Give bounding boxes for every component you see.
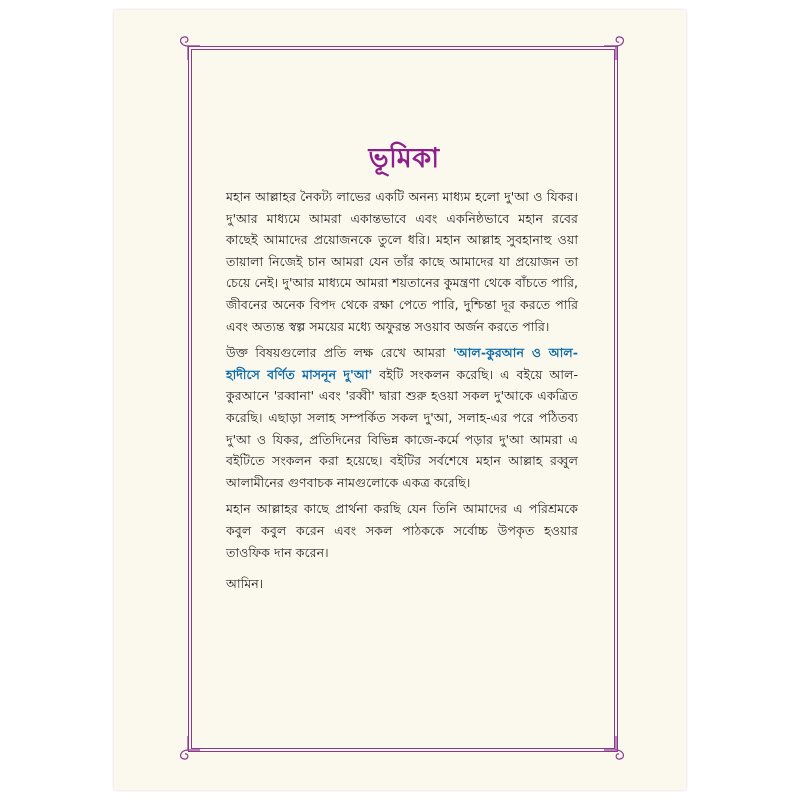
book-title-highlight: 'আল-কুরআন ও আল-হাদীসে বর্ণিত মাসনূন দু'আ' (226, 345, 578, 382)
paragraph-intro: মহান আল্লাহর নৈকট্য লাভের একটি অনন্য মাধ্যম হলো দু'আ ও যিকর। দু'আর মাধ্যমে আমরা একান্তভাবে এবং একনিষ্ঠভাবে মহান রবের কাছেই আমাদের প্রয়োজনকে তুলে ধরি। মহান আল্লাহ সুবহানাহু ওয়া তায়ালা নিজেই চান আমরা যেন তাঁর কাছে আমাদের যা প্রয়োজন তা চেয়ে নেই। দু'আর মাধ্যমে আমরা শয়তানের কুমন্ত্রণা থেকে বাঁচতে পারি, জীবনের অনেক বিপদ থেকে রক্ষা পেতে পারি, দুশ্চিন্তা দূর করতে পারি এবং অত্যন্ত স্বল্প সময়ের মধ্যে অফুরন্ত সওয়াব অর্জন করতে পারি। (226, 189, 578, 334)
corner-flourish-icon (604, 30, 634, 60)
corner-flourish-icon (170, 30, 200, 60)
paragraph-text: বইটি সংকলন করেছি। এ বইয়ে আল-কুরআনে 'রব্বানা' এবং 'রব্বী' দ্বারা শুরু হওয়া সকল দু'আকে একত্রিত করেছি। এছাড়া সলাহ সম্পর্কিত সকল দু'আ, সলাহ-এর পরে পঠিতব্য দু'আ ও যিকর, প্রতিদিনের বিভিন্ন কাজে-কর্মে পড়ার দু'আ আমরা এ বইটিতে সংকলন করা হয়েছে। বইটির সর্বশেষে মহান আল্লাহ রব্বুল আলামীনের গুণবাচক নামগুলোকে একত্র করেছি। (226, 366, 578, 490)
paragraph-amin: আমিন। (226, 576, 264, 592)
corner-flourish-icon (604, 736, 634, 766)
body-text (226, 186, 578, 600)
paragraph-book-description (226, 342, 578, 493)
corner-flourish-icon (170, 736, 200, 766)
paragraph-prayer: মহান আল্লাহর কাছে প্রার্থনা করছি যেন তিনি আমাদের এ পরিশ্রমকে কবুল কবুল করেন এবং সকল পাঠককে সর্বোচ্চ উপকৃত হওয়ার তাওফিক দান করেন। (226, 501, 578, 560)
page-title: ভূমিকা (368, 143, 440, 174)
paragraph-text: উক্ত বিষয়গুলোর প্রতি লক্ষ রেখে আমরা (226, 345, 453, 361)
